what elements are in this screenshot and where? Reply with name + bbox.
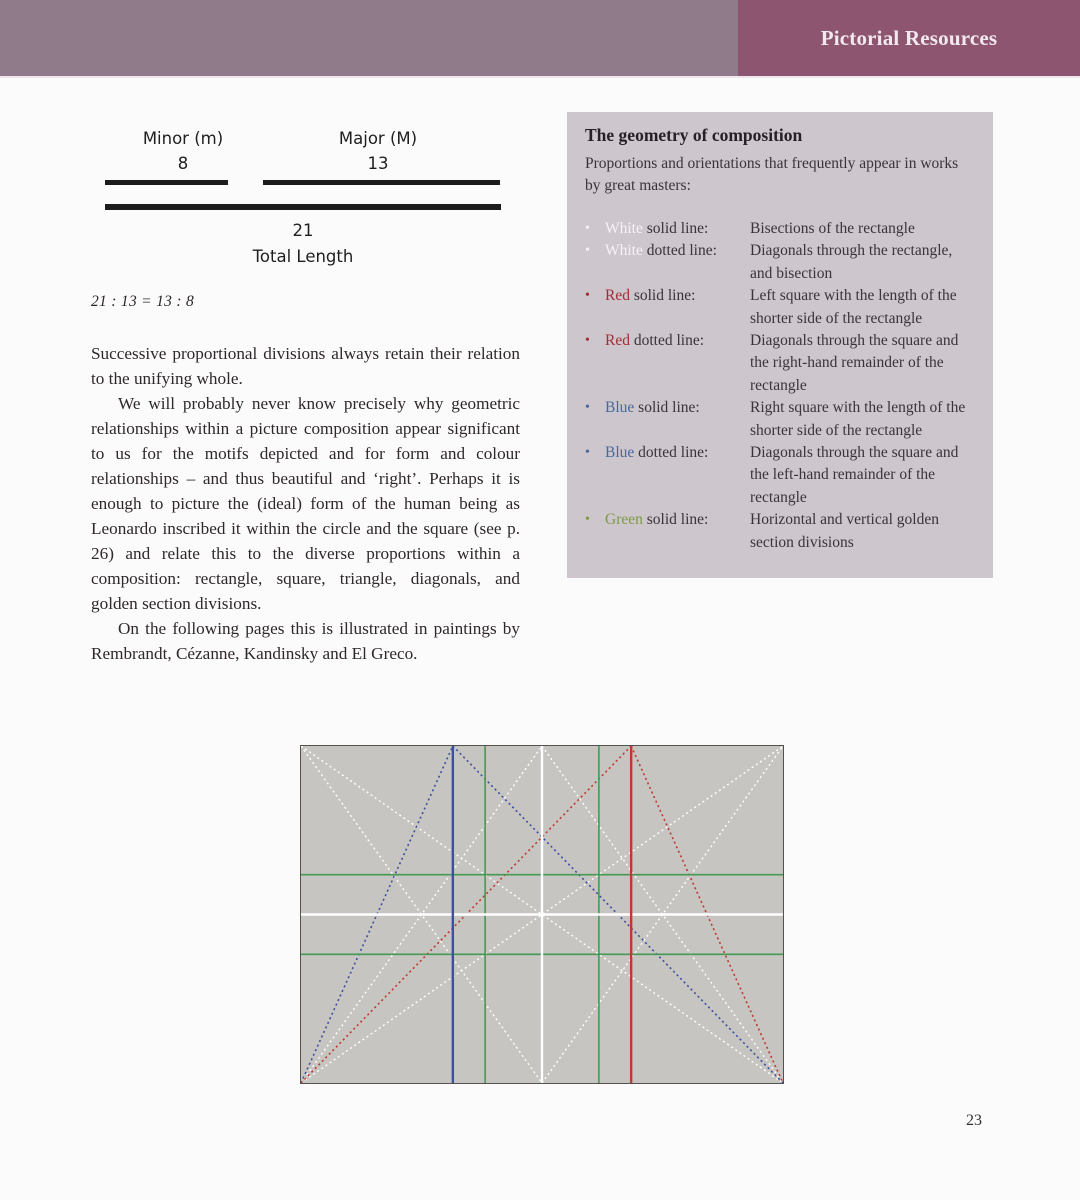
- legend-bullet-icon: •: [585, 221, 590, 236]
- composition-figure-canvas: [301, 746, 783, 1083]
- minor-label: Minor (m): [142, 129, 224, 148]
- legend-color-word: Red: [605, 287, 630, 305]
- paragraph-3: On the following pages this is illustrated in paintings by Rembrandt, Cézanne, Kandinsky and El Greco.: [91, 619, 520, 663]
- legend-description: Right square with the length of the shorter side of the rectangle: [750, 399, 966, 439]
- header-title-box: [738, 0, 1080, 76]
- legend-line-label: Red dotted line:: [605, 332, 705, 350]
- legend-color-word: Red: [605, 332, 630, 350]
- legend-item: [585, 397, 975, 442]
- legend-description: Horizontal and vertical golden section divisions: [750, 511, 939, 551]
- minor-bar: [105, 180, 228, 185]
- legend-bullet-icon: •: [585, 400, 590, 416]
- legend-color-word: Green: [605, 511, 643, 529]
- legend-list: [585, 218, 975, 554]
- legend-bullet-icon: •: [585, 445, 590, 461]
- legend-color-word: Blue: [605, 399, 635, 417]
- major-label: Major (M): [338, 129, 418, 148]
- legend-item: [585, 330, 975, 397]
- total-bar: [105, 204, 501, 210]
- legend-item: [585, 240, 975, 285]
- legend-bullet-icon: •: [585, 243, 590, 259]
- legend-description: Left square with the length of the shorter side of the rectangle: [750, 287, 957, 327]
- legend-color-word: White: [605, 220, 643, 237]
- legend-item: [585, 218, 975, 240]
- total-label: Total Length: [252, 247, 354, 266]
- legend-line-label: Red solid line:: [605, 287, 696, 305]
- legend-line-label: White dotted line:: [605, 242, 717, 260]
- legend-item: [585, 285, 975, 330]
- legend-line-label: Blue solid line:: [605, 399, 700, 417]
- total-value: 21: [292, 221, 314, 240]
- page-number: 23: [966, 1112, 982, 1129]
- page-title: Pictorial Resources: [820, 25, 998, 50]
- legend-bullet-icon: •: [585, 288, 590, 304]
- legend-color-word: White: [605, 242, 643, 260]
- legend-description: Bisections of the rectangle: [750, 220, 915, 237]
- legend-description: Diagonals through the square and the right-hand remainder of the rectangle: [750, 332, 959, 394]
- proportion-diagram: [90, 125, 510, 280]
- sidebar-intro: Proportions and orientations that frequently appear in works by great masters:: [585, 155, 959, 194]
- composition-figure: [300, 745, 784, 1084]
- legend-item: [585, 509, 975, 554]
- legend-description: Diagonals through the square and the left-hand remainder of the rectangle: [750, 444, 959, 506]
- paragraph-1: Successive proportional divisions always retain their relation to the unifying whole.: [91, 344, 520, 388]
- ratio-formula: 21 : 13 = 13 : 8: [91, 293, 195, 310]
- legend-item: [585, 442, 975, 509]
- legend-description: Diagonals through the rectangle, and bisection: [750, 242, 953, 282]
- legend-line-label: Blue dotted line:: [605, 444, 709, 462]
- page-header: [0, 0, 1080, 78]
- body-text: [91, 341, 520, 666]
- legend-color-word: Blue: [605, 444, 635, 462]
- major-value: 13: [367, 154, 389, 173]
- paragraph-2: We will probably never know precisely why geometric relationships within a picture composition appear significant to us for the motifs depicted and for form and colour relationships – and thus beautiful and ‘right’. Perhaps it is enough to picture the (ideal) form of the human being as Leonardo inscribed it within the circle and the square (see p. 26) and relate this to the diverse proportions within a composition: rectangle, square, triangle, diagonals, and golden section divisions.: [91, 394, 520, 613]
- legend-line-label: Green solid line:: [605, 511, 709, 529]
- legend-line-label: White solid line:: [605, 220, 709, 237]
- major-bar: [263, 180, 500, 185]
- sidebar-title: The geometry of composition: [585, 125, 803, 145]
- legend-bullet-icon: •: [585, 333, 590, 349]
- legend-bullet-icon: •: [585, 512, 590, 528]
- minor-value: 8: [177, 154, 189, 173]
- geometry-sidebar: [567, 112, 993, 578]
